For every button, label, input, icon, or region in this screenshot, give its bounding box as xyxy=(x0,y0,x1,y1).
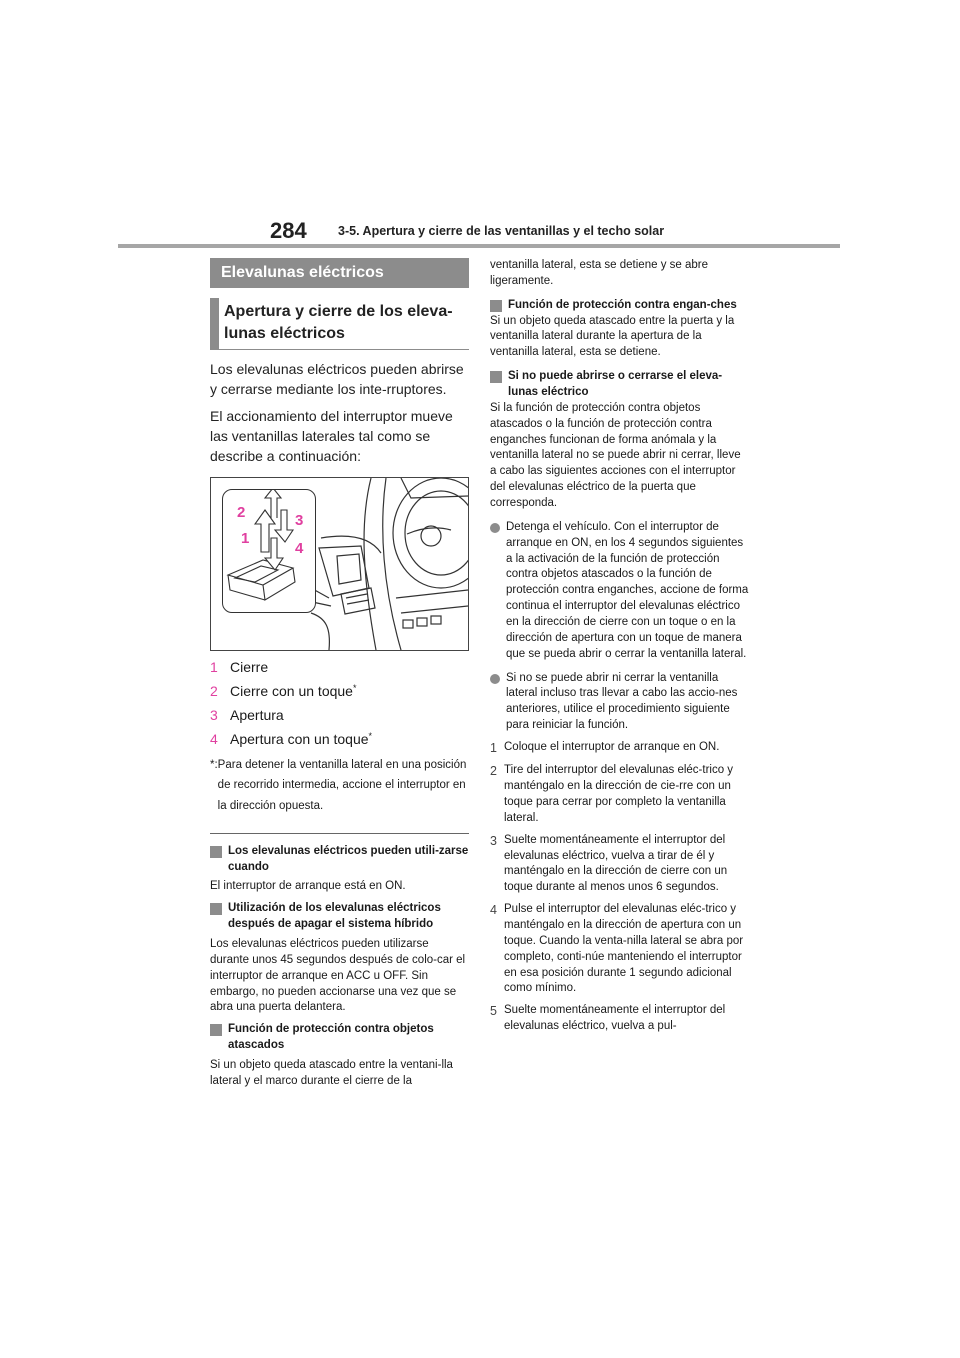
switch-action-list xyxy=(210,659,469,747)
figure-label-4: 4 xyxy=(295,539,304,557)
intro-paragraph-2: El accionamiento del interruptor mueve las ventanillas laterales tal como se describe a continuación: xyxy=(210,407,453,465)
figure-label-1: 1 xyxy=(241,529,250,547)
main-heading: Elevalunas eléctricos xyxy=(210,258,469,288)
section-title: 3-5. Apertura y cierre de las ventanillas y el techo solar xyxy=(338,224,665,238)
list-item: 1 Cierre xyxy=(210,658,269,675)
heading-no-puede: Si no puede abrirse o cerrarse el eleva-lunas eléctrico xyxy=(490,369,750,401)
text-enganches: Si un objeto queda atascado entre la puerta y la ventanilla lateral durante la apertura de la ventanilla lateral, esta se detiene. xyxy=(490,314,735,359)
left-column xyxy=(210,258,469,1090)
heading-despues: Utilización de los elevalunas eléctricos después de apagar el sistema híbrido xyxy=(210,901,469,933)
text-atascados: Si un objeto queda atascado entre la ventani-lla lateral y el marco durante el cierre de la xyxy=(210,1059,453,1087)
list-item: 3 Apertura xyxy=(210,706,284,723)
heading-atascados: Función de protección contra objetos atascados xyxy=(210,1022,469,1054)
bullet-item: Detenga el vehículo. Con el interruptor de arranque en ON, en los 4 segundos siguientes a la activación de la función de protección contra objetos atascados o la función de protección contra enganches, accione de forma continua el interruptor del elevalunas eléctrico en la dirección de cierre con un toque o en la dirección de apertura con un toque de manera que se pueda abrir o cerrar la ventanilla lateral. xyxy=(490,520,750,663)
heading-cuando: Los elevalunas eléctricos pueden utili-zarse cuando xyxy=(210,844,469,876)
window-switch-illustration xyxy=(210,477,469,651)
step-item: 3 Suelte momentáneamente el interruptor del elevalunas eléctrico, vuelva a tirar de él y manténgalo en la dirección de cierre con un toque durante al menos unos 6 segundos. xyxy=(490,833,728,894)
list-item: 4 Apertura con un toque * xyxy=(210,730,373,747)
list-item: 2 Cierre con un toque * xyxy=(210,682,357,699)
footnote: *: Para detener la ventanilla lateral en una posición de recorrido intermedia, accione el interruptor en la dirección opuesta. xyxy=(210,758,467,813)
step-item: 1 Coloque el interruptor de arranque en ON. xyxy=(490,741,720,756)
text-no-puede: Si la función de protección contra objetos atascados o la función de protección contra enganches funcionan de forma anómala y la ventanilla lateral no se puede abrir ni cerrar, lleve a cabo las siguientes acciones con el interruptor del elevalunas eléctrico de la puerta que corresponda. xyxy=(490,401,741,510)
header-rule xyxy=(118,244,840,248)
figure-label-3: 3 xyxy=(295,511,304,529)
text-despues: Los elevalunas eléctricos pueden utilizarse durante unos 45 segundos después de colo-car el interruptor de arranque en ACC u OFF. Sin embargo, no pueden accionarse una vez que se abra una puerta delantera. xyxy=(210,938,466,1014)
divider xyxy=(210,833,469,834)
intro-paragraph-1: Los elevalunas eléctricos pueden abrirse y cerrarse mediante los inte-rruptores. xyxy=(210,361,464,398)
right-column xyxy=(490,258,750,1035)
text-continuation: ventanilla lateral, esta se detiene y se abre ligeramente. xyxy=(490,259,708,287)
figure-label-2: 2 xyxy=(237,503,246,521)
heading-enganches: Función de protección contra engan-ches xyxy=(490,298,750,314)
sub-heading: Apertura y cierre de los eleva-lunas eléctricos xyxy=(210,298,469,350)
switch-closeup-inset xyxy=(222,489,316,613)
bullet-item: Si no se puede abrir ni cerrar la ventanilla lateral incluso tras llevar a cabo las accio-nes anteriores, utilice el procedimiento siguiente para reiniciar la función. xyxy=(490,671,750,734)
text-cuando: El interruptor de arranque está en ON. xyxy=(210,880,406,893)
step-item: 2 Tire del interruptor del elevalunas eléc-trico y manténgalo en la dirección de cie-rre con un toque para cerrar por completo la ventanilla lateral. xyxy=(490,764,734,824)
step-item: 5 Suelte momentáneamente el interruptor del elevalunas eléctrico, vuelva a pul- xyxy=(490,1004,726,1033)
step-item: 4 Pulse el interruptor del elevalunas eléc-trico y manténgalo en la dirección de apertura con un toque. Cuando la venta-nilla lateral se abra por completo, conti-núe manteniendo el interruptor en esa posición durante 1 segundo adicional como mínimo. xyxy=(490,903,744,995)
page-number: 284 xyxy=(270,218,307,243)
